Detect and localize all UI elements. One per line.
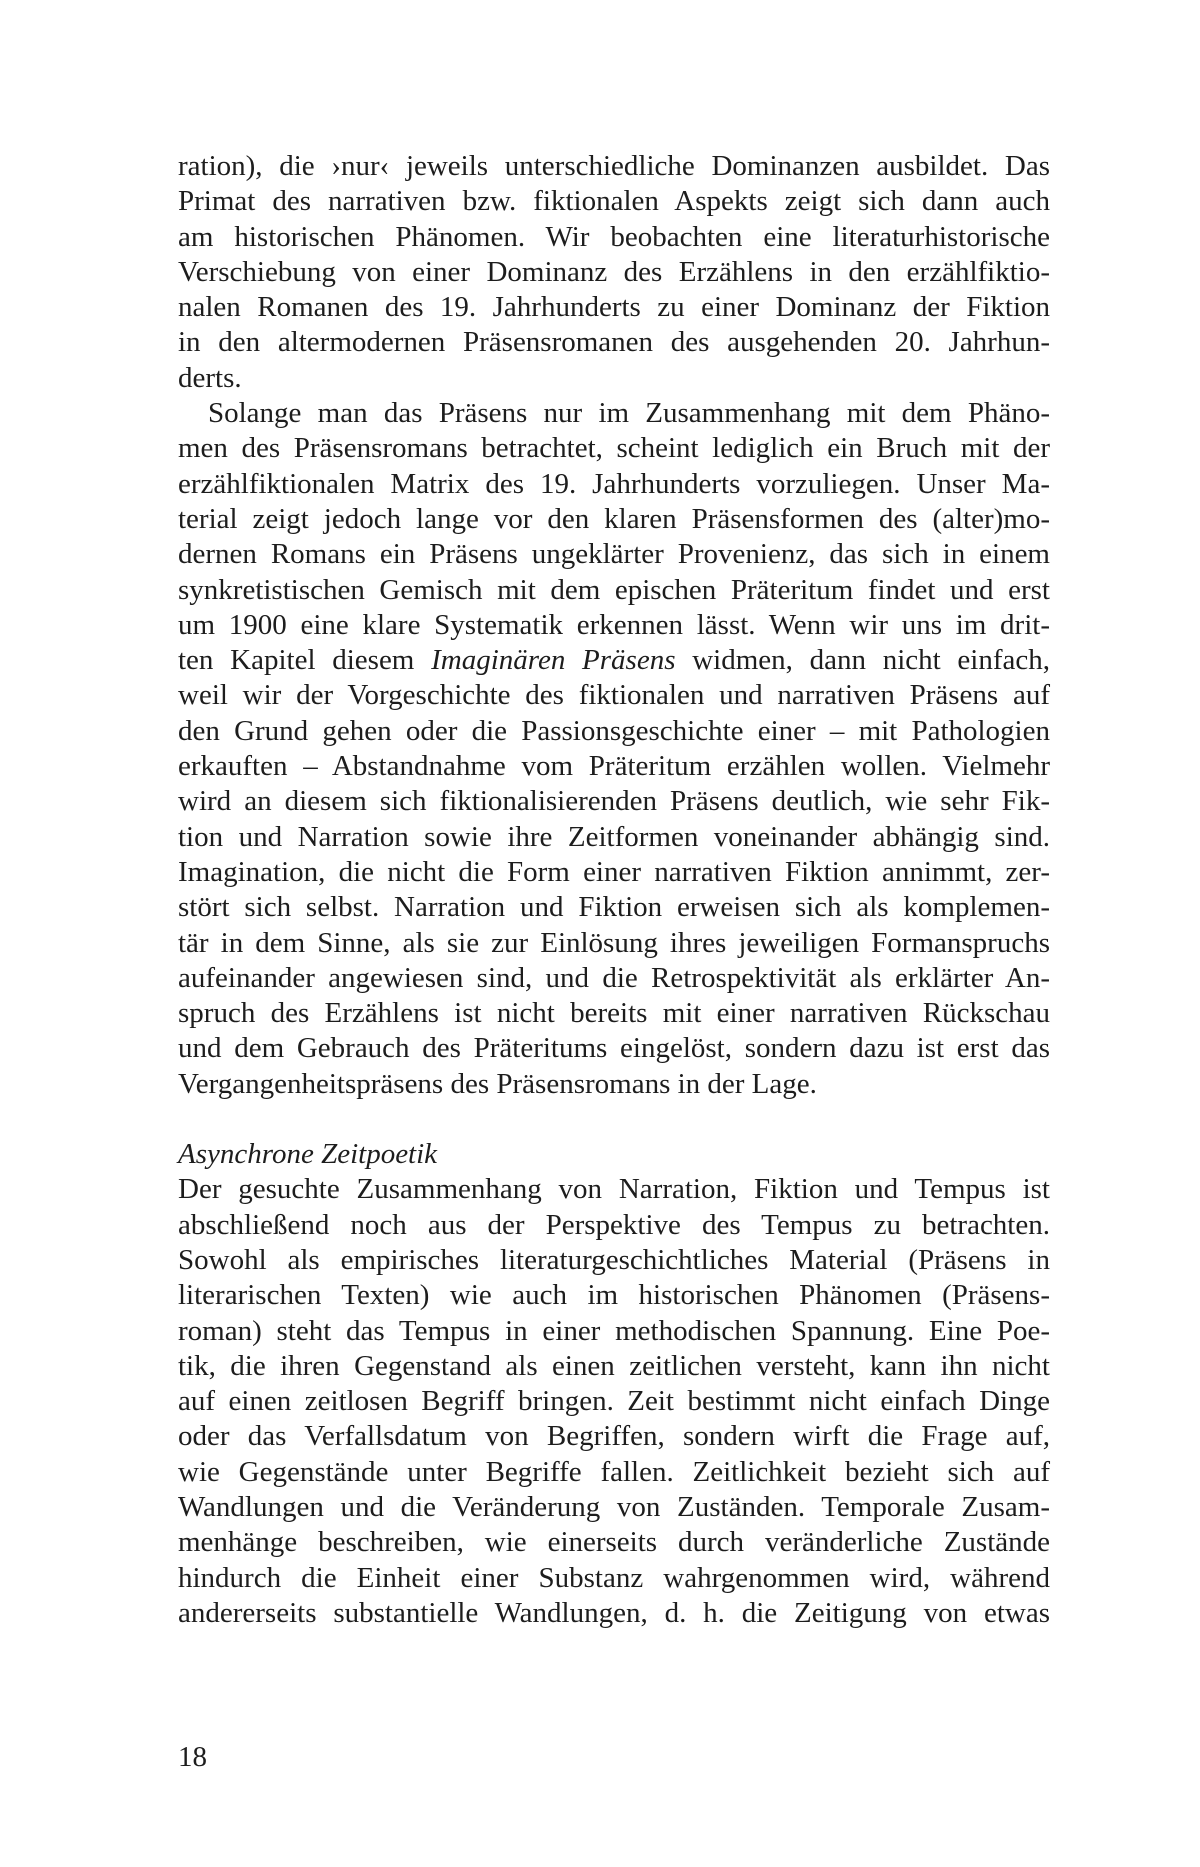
line-suffix: widmen, dann nicht einfach,	[675, 644, 1050, 677]
text-line: weil wir der Vorgeschichte des fiktionalen und narrativen Präsens auf	[178, 679, 1050, 712]
text-line: nalen Romanen des 19. Jahrhunderts zu einer Dominanz der Fiktion	[178, 291, 1050, 324]
text-line: dernen Romans ein Präsens ungeklärter Provenienz, das sich in einem	[178, 538, 1050, 571]
paragraph-2	[178, 396, 1050, 1102]
text-line: literarischen Texten) wie auch im historischen Phänomen (Präsens-	[178, 1279, 1050, 1312]
text-line: am historischen Phänomen. Wir beobachten eine literaturhistorische	[178, 220, 1050, 253]
line-prefix: ten Kapitel diesem	[178, 644, 432, 677]
text-line: Wandlungen und die Veränderung von Zuständen. Temporale Zusam-	[178, 1490, 1050, 1523]
text-line: erzählfiktionalen Matrix des 19. Jahrhunderts vorzuliegen. Unser Ma-	[178, 467, 1050, 500]
text-line: tion und Narration sowie ihre Zeitformen voneinander abhängig sind.	[178, 820, 1050, 853]
section-spacer	[178, 1102, 1050, 1137]
text-line: erkauften – Abstandnahme vom Präteritum erzählen wollen. Vielmehr	[178, 750, 1050, 783]
text-line: wie Gegenstände unter Begriffe fallen. Zeitlichkeit bezieht sich auf	[178, 1455, 1050, 1488]
text-line-with-italic	[178, 643, 1050, 678]
text-line: um 1900 eine klare Systematik erkennen lässt. Wenn wir uns im drit-	[178, 608, 1050, 641]
text-line: hindurch die Einheit einer Substanz wahrgenommen wird, während	[178, 1561, 1050, 1594]
text-line: oder das Verfallsdatum von Begriffen, sondern wirft die Frage auf,	[178, 1420, 1050, 1453]
text-line: roman) steht das Tempus in einer methodischen Spannung. Eine Poe-	[178, 1314, 1050, 1347]
text-line: in den altermodernen Präsensromanen des ausgehenden 20. Jahrhun-	[178, 326, 1050, 359]
text-line: terial zeigt jedoch lange vor den klaren Präsensformen des (alter)mo-	[178, 502, 1050, 535]
text-line: wird an diesem sich fiktionalisierenden Präsens deutlich, wie sehr Fik-	[178, 785, 1050, 818]
text-line: Solange man das Präsens nur im Zusammenhang mit dem Phäno-	[208, 397, 1050, 430]
text-line: abschließend noch aus der Perspektive des Tempus zu betrachten.	[178, 1208, 1050, 1241]
text-line: tär in dem Sinne, als sie zur Einlösung ihres jeweiligen Formanspruchs	[178, 926, 1050, 959]
text-line: tik, die ihren Gegenstand als einen zeitlichen versteht, kann ihn nicht	[178, 1349, 1050, 1382]
text-line: menhänge beschreiben, wie einerseits durch veränderliche Zustände	[178, 1526, 1050, 1559]
page-body	[178, 149, 1050, 1631]
text-line: auf einen zeitlosen Begriff bringen. Zeit bestimmt nicht einfach Dinge	[178, 1385, 1050, 1418]
text-line: synkretistischen Gemisch mit dem epischen Präteritum findet und erst	[178, 573, 1050, 606]
page-number: 18	[178, 1741, 207, 1773]
text-line: und dem Gebrauch des Präteritums eingelöst, sondern dazu ist erst das	[178, 1032, 1050, 1065]
text-line: Imagination, die nicht die Form einer narrativen Fiktion annimmt, zer-	[178, 855, 1050, 888]
text-line: Vergangenheitspräsens des Präsensromans in der Lage.	[178, 1067, 817, 1100]
text-line: Primat des narrativen bzw. fiktionalen Aspekts zeigt sich dann auch	[178, 185, 1050, 218]
text-line: stört sich selbst. Narration und Fiktion erweisen sich als komplemen-	[178, 891, 1050, 924]
paragraph-1	[178, 149, 1050, 396]
text-line: den Grund gehen oder die Passionsgeschichte einer – mit Pathologien	[178, 714, 1050, 747]
text-line: Verschiebung von einer Dominanz des Erzählens in den erzählfiktio-	[178, 255, 1050, 288]
text-line: derts.	[178, 361, 242, 394]
text-line: andererseits substantielle Wandlungen, d. h. die Zeitigung von etwas	[178, 1596, 1050, 1629]
paragraph-3	[178, 1172, 1050, 1631]
section-heading: Asynchrone Zeitpoetik	[178, 1138, 438, 1171]
italic-term: Imaginären Präsens	[431, 644, 676, 677]
text-line: men des Präsensromans betrachtet, scheint lediglich ein Bruch mit der	[178, 432, 1050, 465]
text-line: spruch des Erzählens ist nicht bereits mit einer narrativen Rückschau	[178, 997, 1050, 1030]
text-line: aufeinander angewiesen sind, und die Retrospektivität als erklärter An-	[178, 961, 1050, 994]
text-line: Der gesuchte Zusammenhang von Narration, Fiktion und Tempus ist	[178, 1173, 1050, 1206]
text-line: ration), die ›nur‹ jeweils unterschiedliche Dominanzen ausbildet. Das	[178, 150, 1050, 182]
text-line: Sowohl als empirisches literaturgeschichtliches Material (Präsens in	[178, 1243, 1050, 1276]
